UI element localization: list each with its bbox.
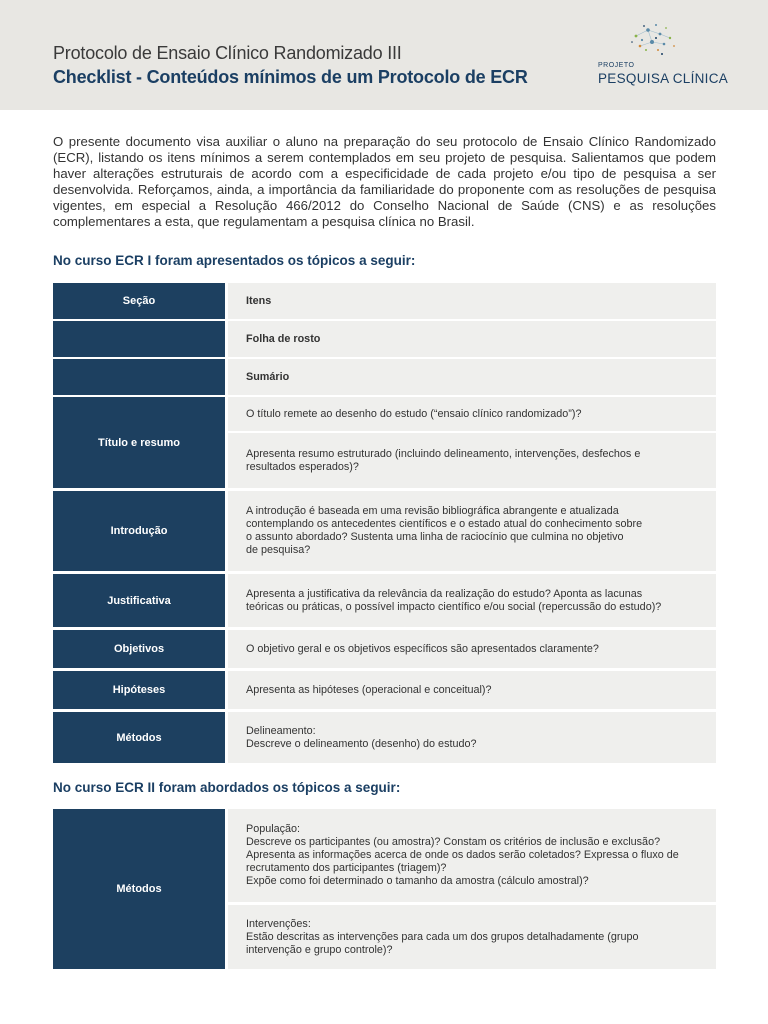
- section-cell: Métodos: [53, 809, 225, 969]
- item-text: Apresenta resumo estruturado (incluindo delineamento, intervenções, desfechos e resultados esperados)?: [246, 447, 641, 473]
- item-text: O objetivo geral e os objetivos específicos são apresentados claramente?: [246, 642, 599, 655]
- table-row-hipoteses: [53, 671, 716, 709]
- section-heading-ecr-2: No curso ECR II foram abordados os tópicos a seguir:: [53, 780, 401, 795]
- item-cell: [228, 359, 716, 395]
- item-cell: [228, 905, 716, 969]
- item-cell: [228, 433, 716, 488]
- section-cell: [53, 321, 225, 357]
- item-text: Apresenta as hipóteses (operacional e conceitual)?: [246, 683, 492, 696]
- item-cell: [228, 809, 716, 902]
- table-row-sumario: [53, 359, 716, 395]
- section-cell: Hipóteses: [53, 671, 225, 709]
- table-row-titulo-e-resumo: [53, 397, 716, 488]
- item-text: População: Descreve os participantes (ou amostra)? Constam os critérios de inclusão e exclusão? Apresenta as informações acerca de onde os dados serão coletados? Expressa o fluxo de recrutamento dos participantes (triagem)? Expõe como foi determinado o tamanho da amostra (cálculo amostral)?: [246, 823, 679, 887]
- logo-main-text: PESQUISA CLÍNICA: [598, 71, 729, 86]
- intro-paragraph: O presente documento visa auxiliar o aluno na preparação do seu protocolo de Ensaio Clínico Randomizado (ECR), listando os itens mínimos a serem contemplados em seu projeto de pesquisa. Salientamos que podem haver alterações estruturais de acordo com a especificidade de cada projeto e/ou tipo de pesquisa a ser desenvolvida. Reforçamos, ainda, a importância da familiaridade do proponente com as resoluções de pesquisa vigentes, em especial a Resolução 466/2012 do Conselho Nacional de Saúde (CNS) e as resoluções complementares a esta, que regulamentam a pesquisa clínica no Brasil.: [53, 134, 716, 229]
- document-subtitle: Checklist - Conteúdos mínimos de um Protocolo de ECR: [53, 67, 528, 87]
- section-cell: [53, 359, 225, 395]
- item-cell: [228, 712, 716, 763]
- item-cell: [228, 630, 716, 668]
- logo-projeto-pesquisa-clinica: [596, 22, 729, 90]
- table-row-objetivos: [53, 630, 716, 668]
- section-cell: Justificativa: [53, 574, 225, 627]
- item-text: Folha de rosto: [246, 332, 321, 345]
- section-cell: Objetivos: [53, 630, 225, 668]
- table-row-justificativa: [53, 574, 716, 627]
- section-cell: Introdução: [53, 491, 225, 571]
- item-text: Apresenta a justificativa da relevância da realização do estudo? Aponta as lacunas teóricas ou práticas, o possível impacto científico e/ou social (repercussão do estudo)?: [246, 587, 662, 613]
- column-header-itens: [228, 283, 716, 319]
- item-text: Intervenções: Estão descritas as intervenções para cada um dos grupos detalhadamente (grupo intervenção e grupo controle)?: [246, 917, 639, 956]
- column-header-secao: Seção: [53, 283, 225, 319]
- item-cell: [228, 491, 716, 571]
- section-cell: Título e resumo: [53, 397, 225, 488]
- column-header-itens-text: Itens: [246, 294, 272, 307]
- item-text: Delineamento: Descreve o delineamento (desenho) do estudo?: [246, 724, 477, 750]
- item-cell: [228, 574, 716, 627]
- item-cell: [228, 321, 716, 357]
- section-heading-ecr-1: No curso ECR I foram apresentados os tópicos a seguir:: [53, 253, 416, 268]
- item-cell: [228, 397, 716, 431]
- page-header: [0, 0, 768, 110]
- section-cell: Métodos: [53, 712, 225, 763]
- item-cell: [228, 671, 716, 709]
- table-row-metodos: [53, 809, 716, 969]
- item-text: Sumário: [246, 370, 290, 383]
- logo-small-text: PROJETO: [598, 62, 635, 69]
- document-title: Protocolo de Ensaio Clínico Randomizado III: [53, 43, 402, 63]
- table-header-row: [53, 283, 716, 319]
- item-text: O título remete ao desenho do estudo (“ensaio clínico randomizado”)?: [246, 407, 582, 420]
- item-text: A introdução é baseada em uma revisão bibliográfica abrangente e atualizada contemplando os antecedentes científicos e o estado atual do conhecimento sobre o assunto abordado? Sustenta uma linha de raciocínio que culmina no objetivo de pesquisa?: [246, 505, 643, 556]
- table-row-introducao: [53, 491, 716, 571]
- table-row-folha-de-rosto: [53, 321, 716, 357]
- logo-network-icon: [626, 22, 682, 62]
- table-row-metodos: [53, 712, 716, 763]
